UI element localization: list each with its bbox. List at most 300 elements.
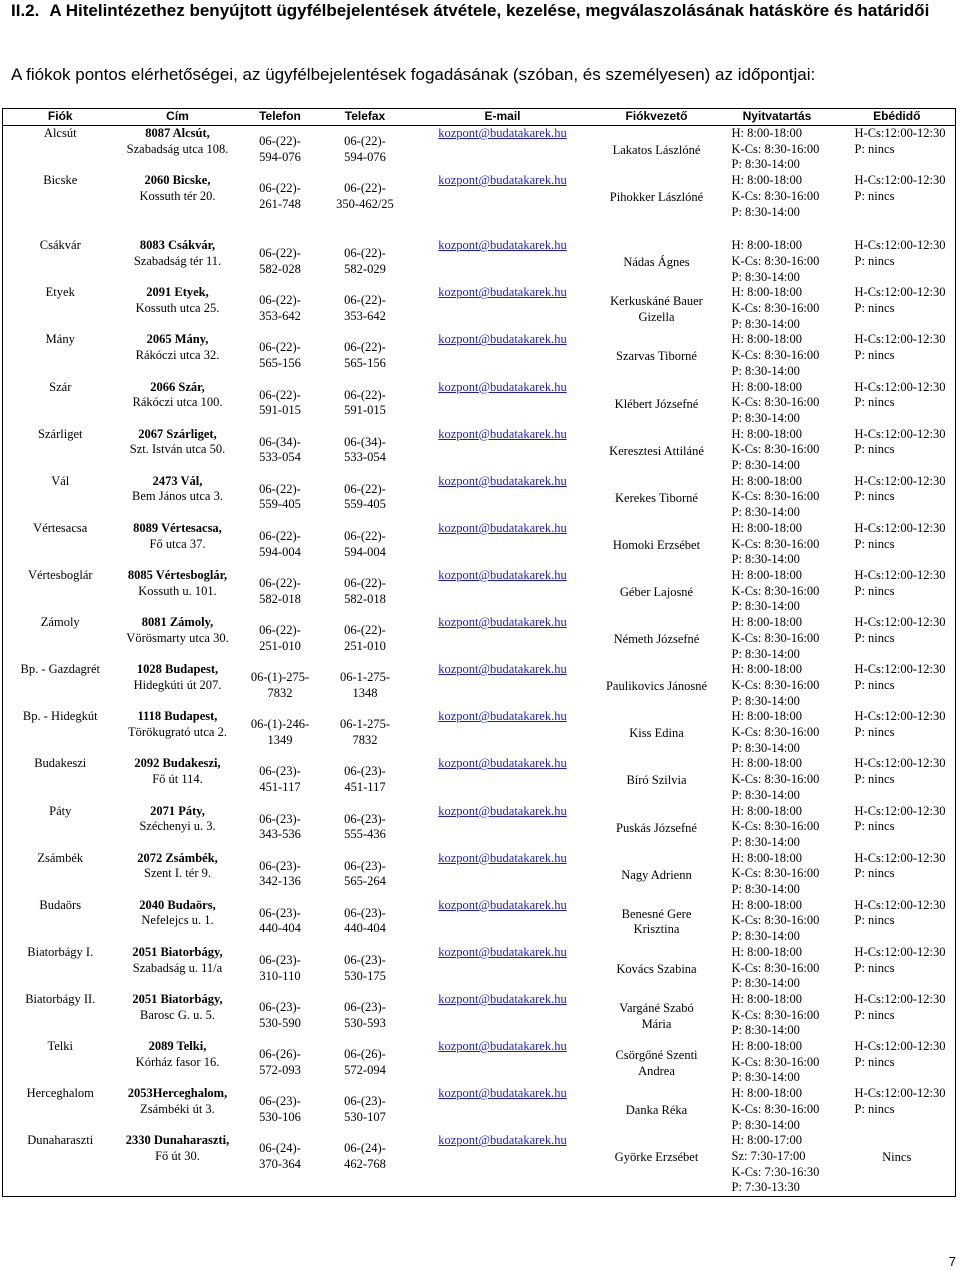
branch-fax bbox=[323, 662, 408, 709]
phone-line-1: 06-(22)- bbox=[259, 293, 301, 308]
branch-phone bbox=[238, 992, 323, 1039]
branch-phone bbox=[238, 238, 323, 285]
phone-line-1: 06-(23)- bbox=[259, 858, 301, 873]
header-fiokvezeto: Fiókvezető bbox=[598, 109, 716, 126]
section-number: II.2. bbox=[11, 1, 40, 20]
branch-lunch-break bbox=[839, 427, 956, 474]
address-line-1: 2330 Dunaharaszti, bbox=[125, 1133, 230, 1148]
address-line-2: Szent I. tér 9. bbox=[144, 866, 211, 881]
branch-email-cell bbox=[408, 1086, 598, 1133]
branch-email-cell bbox=[408, 238, 598, 285]
branch-phone bbox=[238, 1133, 323, 1196]
branch-name: Vértesacsa bbox=[3, 521, 118, 568]
phone-line-2: 343-536 bbox=[259, 827, 301, 842]
hours-line-2: K-Cs: 8:30-16:00 bbox=[731, 583, 820, 598]
header-ebedido: Ebédidő bbox=[839, 109, 956, 126]
branch-fax bbox=[323, 521, 408, 568]
branch-lunch-break bbox=[839, 521, 956, 568]
branch-name: Mány bbox=[3, 332, 118, 379]
branch-address bbox=[118, 945, 238, 992]
branch-email-link[interactable]: kozpont@budatakarek.hu bbox=[438, 567, 567, 582]
branch-fax bbox=[323, 380, 408, 427]
phone-line-2: 591-015 bbox=[259, 403, 301, 418]
branch-lunch-break bbox=[839, 756, 956, 803]
phone-line-1: 06-(23)- bbox=[259, 811, 301, 826]
fax-line-1: 06-(22)- bbox=[344, 387, 386, 402]
branch-lunch-break bbox=[839, 945, 956, 992]
manager-line-1: Szarvas Tiborné bbox=[616, 349, 697, 364]
header-nyitvatartas: Nyitvatartás bbox=[716, 109, 839, 126]
branch-manager bbox=[598, 332, 716, 379]
branch-fax bbox=[323, 992, 408, 1039]
branch-opening-hours bbox=[716, 709, 839, 756]
hours-line-2: K-Cs: 8:30-16:00 bbox=[731, 772, 820, 787]
phone-line-2: 594-076 bbox=[259, 149, 301, 164]
fax-line-2: 462-768 bbox=[344, 1157, 386, 1171]
address-line-1: 2091 Etyek, bbox=[146, 285, 209, 300]
address-line-2: Szt. István utca 50. bbox=[129, 442, 226, 457]
branch-lunch-break bbox=[839, 126, 956, 174]
fax-line-1: 06-(23)- bbox=[344, 858, 386, 873]
address-line-1: 2067 Szárliget, bbox=[138, 426, 217, 441]
lunch-line-2: P: nincs bbox=[854, 442, 895, 457]
hours-line-1: H: 8:00-18:00 bbox=[731, 332, 802, 347]
branch-email-link[interactable]: kozpont@budatakarek.hu bbox=[438, 126, 567, 140]
branch-email-link[interactable]: kozpont@budatakarek.hu bbox=[438, 1039, 567, 1054]
fax-line-2: 350-462/25 bbox=[336, 196, 394, 211]
lunch-line-2: P: nincs bbox=[854, 253, 895, 268]
branch-address bbox=[118, 521, 238, 568]
table-header-row bbox=[3, 109, 956, 126]
table-row bbox=[3, 332, 956, 379]
hours-line-1: H: 8:00-18:00 bbox=[731, 285, 802, 300]
branch-fax bbox=[323, 332, 408, 379]
address-line-1: 2040 Budaörs, bbox=[139, 897, 216, 912]
branch-phone bbox=[238, 521, 323, 568]
manager-line-1: Lakatos Lászlóné bbox=[612, 143, 701, 157]
branch-email-link[interactable]: kozpont@budatakarek.hu bbox=[438, 285, 567, 300]
hours-line-2: K-Cs: 8:30-16:00 bbox=[731, 536, 820, 551]
branch-manager bbox=[598, 756, 716, 803]
lunch-line-2: P: nincs bbox=[854, 348, 895, 363]
header-cim: Cím bbox=[118, 109, 238, 126]
branch-phone bbox=[238, 427, 323, 474]
table-row bbox=[3, 474, 956, 521]
phone-line-2: 7832 bbox=[267, 685, 293, 700]
phone-line-2: 370-364 bbox=[259, 1157, 301, 1171]
branch-opening-hours bbox=[716, 521, 839, 568]
phone-line-1: 06-(22)- bbox=[259, 528, 301, 543]
branch-email-cell bbox=[408, 474, 598, 521]
table-row bbox=[3, 238, 956, 285]
hours-line-1: H: 8:00-18:00 bbox=[731, 426, 802, 441]
branch-lunch-break bbox=[839, 709, 956, 756]
branch-email-cell bbox=[408, 709, 598, 756]
table-row bbox=[3, 804, 956, 851]
header-telefon: Telefon bbox=[238, 109, 323, 126]
branch-email-link[interactable]: kozpont@budatakarek.hu bbox=[438, 379, 567, 394]
lunch-line-2: P: nincs bbox=[854, 188, 895, 203]
branch-email-link[interactable]: kozpont@budatakarek.hu bbox=[438, 944, 567, 959]
branch-table-wrapper bbox=[2, 108, 955, 1197]
address-line-2: Rákóczi utca 100. bbox=[132, 395, 223, 410]
lunch-line-1: H-Cs:12:00-12:30 bbox=[854, 567, 946, 582]
table-row bbox=[3, 851, 956, 898]
hours-line-1: H: 8:00-18:00 bbox=[731, 850, 802, 865]
branch-name: Páty bbox=[3, 804, 118, 851]
table-row bbox=[3, 1039, 956, 1086]
fax-line-2: 7832 bbox=[352, 733, 378, 748]
branch-opening-hours bbox=[716, 238, 839, 285]
branch-phone bbox=[238, 173, 323, 220]
lunch-line-2: P: nincs bbox=[854, 1101, 895, 1116]
lunch-line-1: H-Cs:12:00-12:30 bbox=[854, 520, 946, 535]
branch-manager bbox=[598, 427, 716, 474]
branch-address bbox=[118, 756, 238, 803]
lunch-line-2: P: nincs bbox=[854, 677, 895, 692]
branch-lunch-break bbox=[839, 615, 956, 662]
branch-fax bbox=[323, 238, 408, 285]
phone-line-1: 06-(22)- bbox=[259, 575, 301, 590]
address-line-1: 8085 Vértesboglár, bbox=[127, 567, 228, 582]
lunch-line-1: H-Cs:12:00-12:30 bbox=[854, 473, 946, 488]
address-line-1: 8083 Csákvár, bbox=[139, 238, 216, 253]
address-line-2: Hidegkúti út 207. bbox=[133, 677, 222, 692]
branch-email-link[interactable]: kozpont@budatakarek.hu bbox=[438, 473, 567, 488]
branch-email-link[interactable]: kozpont@budatakarek.hu bbox=[438, 897, 567, 912]
branch-manager bbox=[598, 285, 716, 332]
hours-line-3: P: 8:30-14:00 bbox=[731, 157, 800, 172]
lunch-line-1: H-Cs:12:00-12:30 bbox=[854, 1039, 946, 1054]
branch-email-link[interactable]: kozpont@budatakarek.hu bbox=[438, 1086, 567, 1101]
manager-line-1: Kerkuskáné Bauer bbox=[610, 294, 703, 309]
hours-line-2: K-Cs: 8:30-16:00 bbox=[731, 188, 820, 203]
phone-line-2: 594-004 bbox=[259, 544, 301, 559]
branch-opening-hours bbox=[716, 945, 839, 992]
branch-phone bbox=[238, 615, 323, 662]
branch-email-cell bbox=[408, 851, 598, 898]
branch-fax bbox=[323, 804, 408, 851]
branch-name: Herceghalom bbox=[3, 1086, 118, 1133]
hours-line-1: H: 8:00-17:00 bbox=[731, 1133, 802, 1148]
table-row bbox=[3, 1086, 956, 1133]
hours-line-1: H: 8:00-18:00 bbox=[731, 615, 802, 630]
hours-line-2: K-Cs: 8:30-16:00 bbox=[731, 301, 820, 316]
fax-line-1: 06-(22)- bbox=[344, 293, 386, 308]
table-row bbox=[3, 615, 956, 662]
branch-phone bbox=[238, 380, 323, 427]
hours-line-3: P: 8:30-14:00 bbox=[731, 693, 800, 708]
branch-name: Szárliget bbox=[3, 427, 118, 474]
phone-line-1: 06-(22)- bbox=[259, 387, 301, 402]
manager-line-2: Krisztina bbox=[633, 922, 680, 937]
branch-lunch-break bbox=[839, 898, 956, 945]
hours-line-1: H: 8:00-18:00 bbox=[731, 1039, 802, 1054]
address-line-2: Bem János utca 3. bbox=[132, 489, 223, 504]
manager-line-1: Klébert Józsefné bbox=[614, 396, 699, 411]
branch-opening-hours bbox=[716, 662, 839, 709]
branch-fax bbox=[323, 173, 408, 220]
section-title: A Hitelintézethez benyújtott ügyfélbejelentések átvétele, kezelése, megválaszolásának hatásköre és határidői bbox=[49, 1, 930, 20]
branch-lunch-break bbox=[839, 474, 956, 521]
branch-address bbox=[118, 332, 238, 379]
branch-phone bbox=[238, 1039, 323, 1086]
branch-email-link[interactable]: kozpont@budatakarek.hu bbox=[438, 756, 567, 771]
address-line-2: Fő út 30. bbox=[155, 1149, 200, 1163]
lunch-line-1: H-Cs:12:00-12:30 bbox=[854, 332, 946, 347]
fax-line-1: 06-1-275- bbox=[340, 670, 390, 685]
branch-phone bbox=[238, 474, 323, 521]
branch-opening-hours bbox=[716, 804, 839, 851]
hours-line-3: P: 8:30-14:00 bbox=[731, 1117, 800, 1132]
address-line-1: 2051 Biatorbágy, bbox=[132, 944, 223, 959]
address-line-2: Kórház fasor 16. bbox=[135, 1054, 220, 1069]
address-line-1: 8081 Zámoly, bbox=[141, 615, 214, 630]
address-line-1: 2089 Telki, bbox=[148, 1039, 207, 1054]
branch-opening-hours bbox=[716, 285, 839, 332]
branch-name: Biatorbágy I. bbox=[3, 945, 118, 992]
branch-name: Alcsút bbox=[3, 126, 118, 174]
branch-phone bbox=[238, 804, 323, 851]
branch-email-cell bbox=[408, 521, 598, 568]
branch-email-cell bbox=[408, 568, 598, 615]
phone-line-2: 440-404 bbox=[259, 921, 301, 936]
branch-address bbox=[118, 1086, 238, 1133]
branch-manager bbox=[598, 1086, 716, 1133]
branch-lunch-break bbox=[839, 173, 956, 220]
address-line-2: Szabadság u. 11/a bbox=[132, 960, 223, 975]
manager-line-1: Danka Réka bbox=[625, 1103, 688, 1118]
branch-phone bbox=[238, 851, 323, 898]
fax-line-2: 594-004 bbox=[344, 544, 386, 559]
page-number: 7 bbox=[948, 1254, 956, 1269]
branch-email-link[interactable]: kozpont@budatakarek.hu bbox=[438, 662, 567, 677]
lunch-line-2: P: nincs bbox=[854, 819, 895, 834]
phone-line-1: 06-(22)- bbox=[259, 246, 301, 261]
address-line-1: 2473 Vál, bbox=[152, 473, 203, 488]
fax-line-1: 06-(23)- bbox=[344, 952, 386, 967]
branch-phone bbox=[238, 568, 323, 615]
phone-line-1: 06-(1)-275- bbox=[250, 670, 310, 685]
fax-line-1: 06-(23)- bbox=[344, 905, 386, 920]
branch-phone bbox=[238, 126, 323, 174]
branch-opening-hours bbox=[716, 851, 839, 898]
hours-line-3: P: 8:30-14:00 bbox=[731, 976, 800, 991]
lunch-line-2: P: nincs bbox=[854, 1054, 895, 1069]
branch-email-cell bbox=[408, 1039, 598, 1086]
fax-line-2: 530-593 bbox=[344, 1015, 386, 1030]
hours-line-1: H: 8:00-18:00 bbox=[731, 803, 802, 818]
address-line-2: Vörösmarty utca 30. bbox=[126, 630, 229, 645]
address-line-2: Kossuth tér 20. bbox=[139, 188, 216, 203]
branch-email-link[interactable]: kozpont@budatakarek.hu bbox=[438, 615, 567, 630]
branch-address bbox=[118, 474, 238, 521]
lunch-line-1: H-Cs:12:00-12:30 bbox=[854, 662, 946, 677]
branch-fax bbox=[323, 285, 408, 332]
hours-line-2: K-Cs: 8:30-16:00 bbox=[731, 725, 820, 740]
fax-line-1: 06-(22)- bbox=[344, 134, 386, 148]
hours-line-1: H: 8:00-18:00 bbox=[731, 520, 802, 535]
lunch-line-2: P: nincs bbox=[854, 725, 895, 740]
hours-line-1: H: 8:00-18:00 bbox=[731, 173, 802, 188]
phone-line-2: 572-093 bbox=[259, 1062, 301, 1077]
branch-manager bbox=[598, 1133, 716, 1196]
branch-email-link[interactable]: kozpont@budatakarek.hu bbox=[438, 803, 567, 818]
branch-phone bbox=[238, 756, 323, 803]
hours-line-1: H: 8:00-18:00 bbox=[731, 662, 802, 677]
phone-line-1: 06-(22)- bbox=[259, 481, 301, 496]
branch-opening-hours bbox=[716, 427, 839, 474]
section-heading bbox=[11, 0, 956, 21]
hours-line-2: K-Cs: 8:30-16:00 bbox=[731, 253, 820, 268]
branch-name: Budakeszi bbox=[3, 756, 118, 803]
hours-line-1: H: 8:00-18:00 bbox=[731, 756, 802, 771]
branch-email-link[interactable]: kozpont@budatakarek.hu bbox=[438, 1133, 567, 1148]
branch-email-cell bbox=[408, 615, 598, 662]
branch-email-cell bbox=[408, 380, 598, 427]
hours-line-3: P: 8:30-14:00 bbox=[731, 1023, 800, 1038]
lunch-line-2: P: nincs bbox=[854, 1007, 895, 1022]
hours-line-2: K-Cs: 8:30-16:00 bbox=[731, 141, 820, 156]
phone-line-1: 06-(22)- bbox=[259, 181, 301, 196]
address-line-2: Barosс G. u. 5. bbox=[140, 1007, 215, 1022]
branch-name: Zsámbék bbox=[3, 851, 118, 898]
hours-line-3: P: 8:30-14:00 bbox=[731, 929, 800, 944]
branch-name: Szár bbox=[3, 380, 118, 427]
branch-fax bbox=[323, 126, 408, 174]
address-line-2: Rákóczi utca 32. bbox=[135, 348, 220, 363]
address-line-2: Széchenyi u. 3. bbox=[139, 819, 216, 834]
phone-line-1: 06-(23)- bbox=[259, 1094, 301, 1109]
table-row bbox=[3, 992, 956, 1039]
branch-address bbox=[118, 380, 238, 427]
table-row bbox=[3, 285, 956, 332]
manager-line-1: Kerekes Tiborné bbox=[615, 490, 698, 505]
branch-email-link[interactable]: kozpont@budatakarek.hu bbox=[438, 173, 567, 188]
lunch-line-2: P: nincs bbox=[854, 630, 895, 645]
hours-line-3: P: 8:30-14:00 bbox=[731, 363, 800, 378]
phone-line-2: 582-018 bbox=[259, 591, 301, 606]
hours-line-1: H: 8:00-18:00 bbox=[731, 709, 802, 724]
manager-line-1: Csörgőné Szenti bbox=[615, 1048, 698, 1063]
branch-fax bbox=[323, 945, 408, 992]
phone-line-1: 06-(23)- bbox=[259, 764, 301, 779]
fax-line-1: 06-(22)- bbox=[344, 575, 386, 590]
address-line-1: 2072 Zsámbék, bbox=[137, 850, 218, 865]
branch-email-cell bbox=[408, 332, 598, 379]
address-line-1: 8089 Vértesacsa, bbox=[133, 520, 222, 535]
fax-line-1: 06-(23)- bbox=[344, 811, 386, 826]
hours-line-3: P: 8:30-14:00 bbox=[731, 834, 800, 849]
address-line-2: Kossuth u. 101. bbox=[138, 583, 217, 598]
fax-line-2: 533-054 bbox=[344, 450, 386, 465]
lunch-line-2: P: nincs bbox=[854, 489, 895, 504]
hours-line-1: H: 8:00-18:00 bbox=[731, 126, 802, 140]
branch-email-link[interactable]: kozpont@budatakarek.hu bbox=[438, 709, 567, 724]
lunch-line-1: H-Cs:12:00-12:30 bbox=[854, 1086, 946, 1101]
branch-opening-hours bbox=[716, 380, 839, 427]
branch-email-link[interactable]: kozpont@budatakarek.hu bbox=[438, 991, 567, 1006]
branch-lunch-break bbox=[839, 1133, 956, 1196]
fax-line-2: 565-156 bbox=[344, 356, 386, 371]
manager-line-1: Vargáné Szabó bbox=[619, 1000, 694, 1015]
branch-lunch-break bbox=[839, 285, 956, 332]
lunch-line-1: H-Cs:12:00-12:30 bbox=[854, 126, 946, 140]
branch-name: Dunaharaszti bbox=[3, 1133, 118, 1196]
manager-line-1: Nádas Ágnes bbox=[623, 255, 690, 270]
hours-line-3: P: 8:30-14:00 bbox=[731, 410, 800, 425]
lunch-line-2: P: nincs bbox=[854, 536, 895, 551]
branch-name: Zámoly bbox=[3, 615, 118, 662]
hours-line-1: H: 8:00-18:00 bbox=[731, 897, 802, 912]
branch-phone bbox=[238, 945, 323, 992]
phone-line-1: 06-(1)-246- bbox=[250, 717, 310, 732]
hours-line-2: K-Cs: 8:30-16:00 bbox=[731, 1054, 820, 1069]
branch-opening-hours bbox=[716, 568, 839, 615]
branch-email-link[interactable]: kozpont@budatakarek.hu bbox=[438, 426, 567, 441]
fax-line-2: 565-264 bbox=[344, 874, 386, 889]
branch-address bbox=[118, 851, 238, 898]
hours-line-2: K-Cs: 8:30-16:00 bbox=[731, 677, 820, 692]
phone-line-2: 1349 bbox=[267, 733, 293, 748]
hours-line-2: K-Cs: 8:30-16:00 bbox=[731, 960, 820, 975]
phone-line-1: 06-(34)- bbox=[259, 434, 301, 449]
address-line-2: Szabadság utca 108. bbox=[126, 141, 229, 156]
hours-line-2: K-Cs: 8:30-16:00 bbox=[731, 819, 820, 834]
branch-email-link[interactable]: kozpont@budatakarek.hu bbox=[438, 520, 567, 535]
fax-line-1: 06-1-275- bbox=[340, 717, 390, 732]
table-row bbox=[3, 427, 956, 474]
phone-line-1: 06-(23)- bbox=[259, 999, 301, 1014]
branch-opening-hours bbox=[716, 615, 839, 662]
branch-fax bbox=[323, 568, 408, 615]
manager-line-1: Németh Józsefné bbox=[613, 632, 700, 647]
fax-line-2: 1348 bbox=[352, 685, 378, 700]
table-row bbox=[3, 380, 956, 427]
lunch-line-1: Nincs bbox=[882, 1150, 912, 1165]
table-spacer-row bbox=[3, 220, 956, 238]
branch-email-link[interactable]: kozpont@budatakarek.hu bbox=[438, 850, 567, 865]
hours-line-2: K-Cs: 8:30-16:00 bbox=[731, 395, 820, 410]
manager-line-1: Nagy Adrienn bbox=[621, 867, 692, 882]
branch-manager bbox=[598, 474, 716, 521]
branch-lunch-break bbox=[839, 804, 956, 851]
branch-email-link[interactable]: kozpont@budatakarek.hu bbox=[438, 238, 567, 253]
table-row bbox=[3, 662, 956, 709]
lunch-line-1: H-Cs:12:00-12:30 bbox=[854, 426, 946, 441]
hours-line-3: P: 8:30-14:00 bbox=[731, 204, 800, 219]
branch-address bbox=[118, 238, 238, 285]
branch-address bbox=[118, 427, 238, 474]
lunch-line-1: H-Cs:12:00-12:30 bbox=[854, 379, 946, 394]
branch-email-cell bbox=[408, 173, 598, 220]
lunch-line-1: H-Cs:12:00-12:30 bbox=[854, 173, 946, 188]
branch-manager bbox=[598, 898, 716, 945]
address-line-1: 2065 Mány, bbox=[146, 332, 209, 347]
branch-address bbox=[118, 709, 238, 756]
branch-email-link[interactable]: kozpont@budatakarek.hu bbox=[438, 332, 567, 347]
hours-line-3: P: 8:30-14:00 bbox=[731, 599, 800, 614]
branch-address bbox=[118, 992, 238, 1039]
phone-line-2: 559-405 bbox=[259, 497, 301, 512]
branch-opening-hours bbox=[716, 1086, 839, 1133]
branch-address bbox=[118, 1039, 238, 1086]
phone-line-2: 451-117 bbox=[259, 780, 301, 795]
lunch-line-1: H-Cs:12:00-12:30 bbox=[854, 803, 946, 818]
table-row bbox=[3, 126, 956, 174]
lunch-line-1: H-Cs:12:00-12:30 bbox=[854, 709, 946, 724]
branch-table bbox=[2, 108, 956, 1197]
